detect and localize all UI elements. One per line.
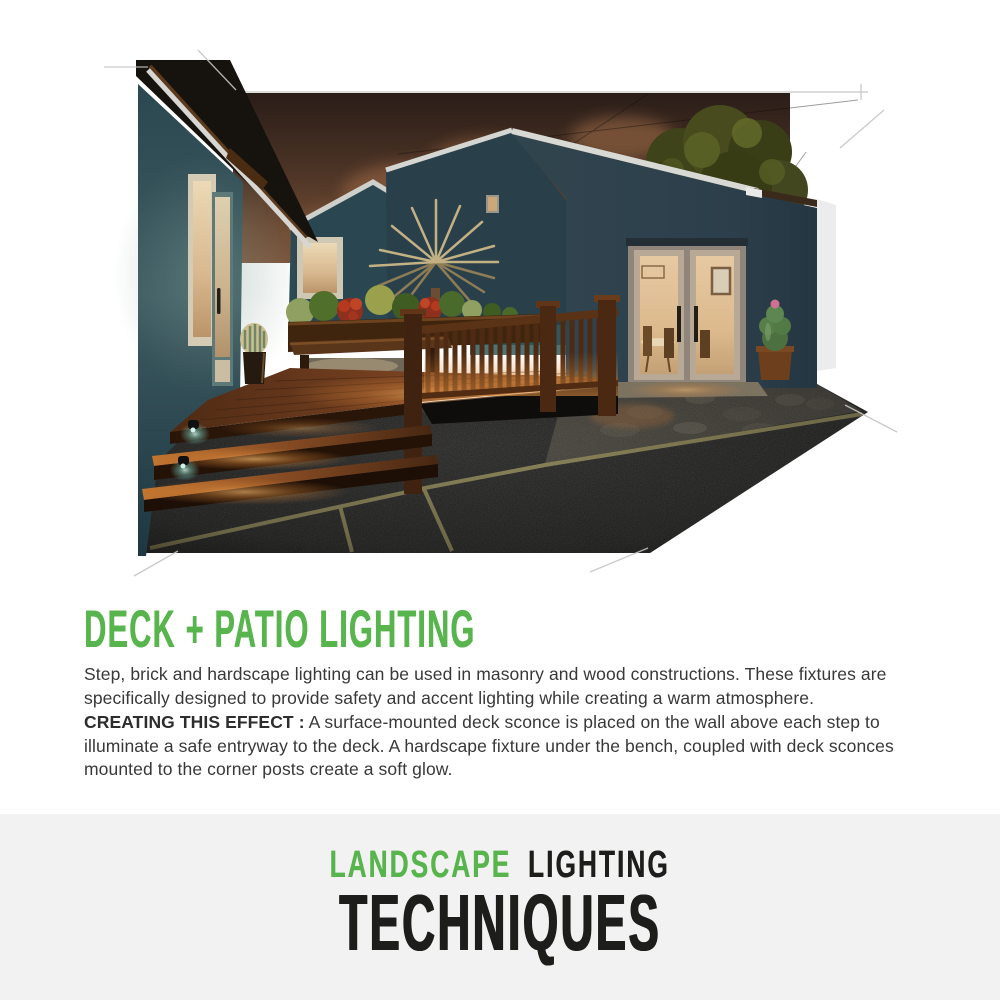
footer-brand-band bbox=[0, 814, 1000, 1000]
wall-door bbox=[212, 192, 233, 386]
page-title bbox=[84, 600, 759, 659]
wall-window bbox=[188, 174, 216, 346]
brand-word-landscape: LANDSCAPE bbox=[329, 844, 512, 886]
side-panel bbox=[817, 199, 836, 371]
door-handle bbox=[217, 288, 221, 314]
gable-window bbox=[297, 237, 343, 299]
cactus-flower bbox=[771, 300, 780, 309]
door-handle-right bbox=[694, 306, 698, 342]
effect-paragraph bbox=[84, 711, 930, 782]
effect-text: A surface-mounted deck sconce is placed on the wall above each step to illuminate a safe entryway to the deck. A hardscape fixture under the bench, coupled with deck sconces mounted to the corner posts create a soft glow. bbox=[84, 712, 894, 779]
page-title-text: DECK + PATIO LIGHTING bbox=[84, 600, 476, 659]
brand-title-text: TECHNIQUES bbox=[339, 878, 661, 967]
door-leaf-left bbox=[634, 250, 684, 380]
interior-picture-frame bbox=[712, 268, 730, 294]
brand-word-lighting: LIGHTING bbox=[528, 844, 671, 886]
brand-title bbox=[0, 878, 1000, 967]
french-doors bbox=[606, 238, 768, 399]
door-handle-left bbox=[677, 306, 681, 342]
intro-paragraph: Step, brick and hardscape lighting can be used in masonry and wood constructions. These fixtures are specifically designed to provide safety and accent lighting while creating a warm atmosphere. bbox=[84, 664, 887, 708]
effect-label: CREATING THIS EFFECT : bbox=[84, 712, 305, 732]
sky-trim-line bbox=[233, 91, 868, 93]
